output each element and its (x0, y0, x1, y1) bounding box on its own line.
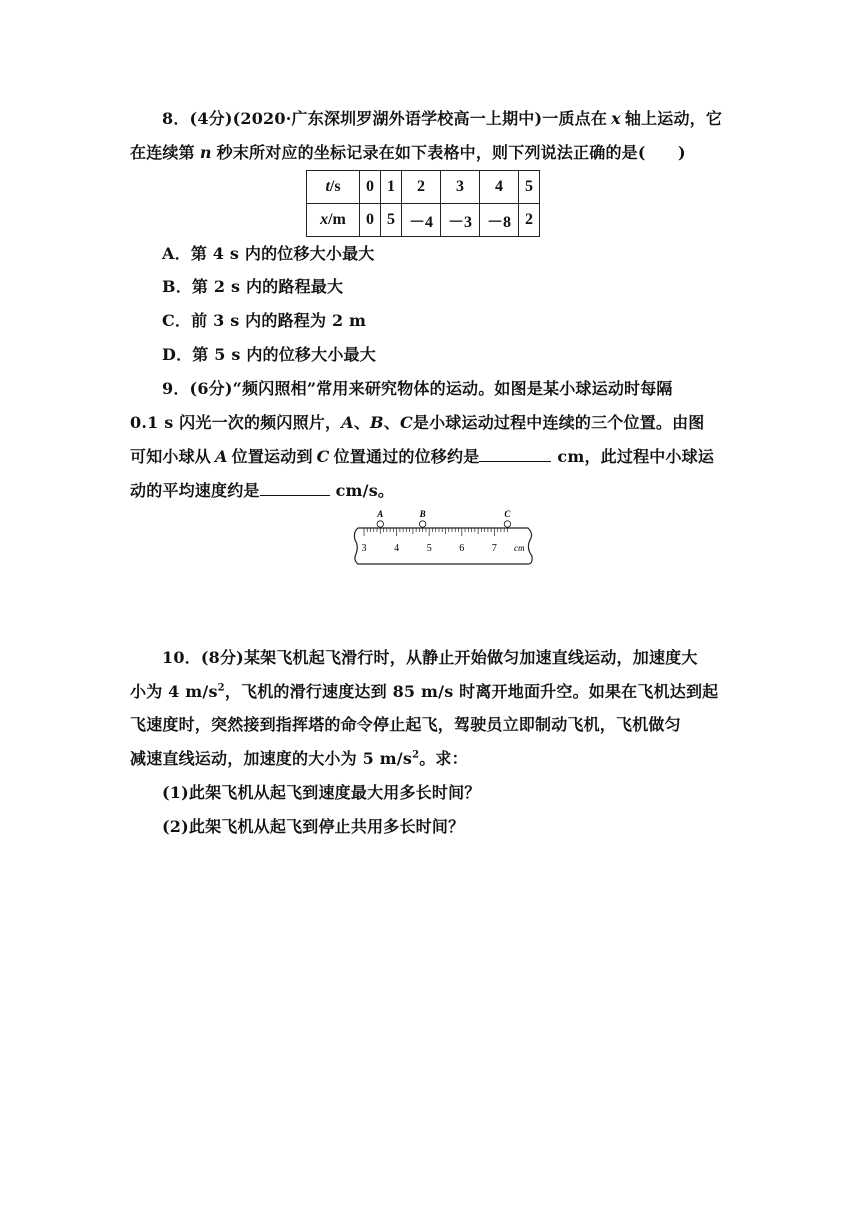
table-cell: 5 (519, 171, 540, 204)
q10-number: 10． (162, 648, 201, 667)
q9-text: 位置运动到 (231, 447, 313, 466)
point-b-label: B (370, 413, 384, 432)
ruler-number-label: 4 (394, 543, 400, 554)
ruler-number-label: 3 (361, 543, 367, 554)
q8-text: 一质点在 (542, 109, 608, 128)
unit-m: /m (328, 211, 346, 228)
q8-line-2 (130, 140, 686, 163)
point-c-label: C (399, 413, 413, 432)
q9-text: 位置通过的位移约是 (333, 447, 480, 466)
table-cell: 1 (381, 171, 402, 204)
ruler-points (376, 509, 511, 527)
q9-text: 可知小球从 (130, 447, 212, 466)
q8-text: 在连续第 (130, 143, 195, 162)
q10-text: 减速直线运动，加速度的大小为 5 m/s (130, 749, 413, 768)
answer-blank-displacement[interactable] (479, 447, 551, 462)
q10-superscript: 2 (217, 682, 225, 694)
table-cell: 2 (519, 204, 540, 237)
q10-sub-2: (2)此架飞机从起飞到停止共用多长时间？ (162, 817, 465, 836)
ball-label-c: C (504, 509, 511, 519)
table-row (307, 204, 540, 237)
unit-s: /s (329, 178, 341, 195)
q9-score: (6分) (189, 379, 233, 398)
ball-label-b: B (419, 509, 426, 519)
ruler-figure (350, 504, 536, 568)
ball-marker-a (377, 521, 383, 527)
q9-number: 9． (162, 379, 190, 398)
point-a-label: A (215, 447, 228, 466)
table-cell: －4 (402, 204, 441, 237)
q9-line-1 (162, 376, 673, 399)
q8-line-1 (162, 106, 722, 129)
q10-sub-1: (1)此架飞机从起飞到速度最大用多长时间？ (162, 783, 481, 802)
q10-text: 小为 4 m/s (130, 682, 218, 701)
q8-option-b: B．第 2 s 内的路程最大 (162, 277, 344, 296)
ruler-unit: cm (514, 543, 525, 553)
q8-option-a: A．第 4 s 内的位移大小最大 (162, 244, 375, 263)
q8-text: 秒末所对应的坐标记录在如下表格中，则下列说法正确的是( ) (216, 143, 686, 162)
q9-text: cm/s。 (335, 481, 395, 500)
q10-line-2 (130, 679, 718, 702)
q9-text: 0.1 s 闪光一次的频闪照片， (130, 413, 342, 432)
q9-text: 、 (353, 413, 371, 432)
var-x: x (320, 211, 329, 228)
var-n: n (199, 143, 212, 162)
ball-marker-b (419, 521, 425, 527)
q8-option-d: D．第 5 s 内的位移大小最大 (162, 345, 376, 364)
q9-text: 是小球运动过程中连续的三个位置。由图 (412, 413, 705, 432)
table-header-x (307, 204, 360, 237)
table-cell: 2 (402, 171, 441, 204)
q10-text: ，飞机的滑行速度达到 85 m/s 时离开地面升空。如果在飞机达到起 (224, 682, 719, 701)
table-row (307, 171, 540, 204)
q8-option-c: C．前 3 s 内的路程为 2 m (162, 311, 367, 330)
ruler-number-label: 6 (459, 543, 465, 554)
ruler-number-label: 7 (491, 543, 497, 554)
var-x: x (611, 109, 621, 128)
point-a-label: A (341, 413, 354, 432)
point-c-label: C (316, 447, 330, 466)
q8-number: 8． (162, 109, 190, 128)
ball-label-a: A (377, 509, 384, 519)
table-cell: 0 (360, 204, 381, 237)
q8-score: (4分) (189, 109, 233, 128)
var-t: t (325, 178, 330, 195)
q10-line-3: 飞速度时，突然接到指挥塔的命令停止起飞，驾驶员立即制动飞机，飞机做匀 (130, 715, 681, 734)
q10-line-1 (162, 645, 698, 668)
ruler-number-label: 5 (426, 543, 432, 554)
q9-text: “频闪照相”常用来研究物体的运动。如图是某小球运动时每隔 (232, 379, 673, 398)
ruler-body (354, 528, 532, 564)
q8-source: (2020·广东深圳罗湖外语学校高一上期中) (232, 109, 543, 128)
q10-line-4 (130, 746, 468, 769)
table-cell: 0 (360, 171, 381, 204)
q9-text: 、 (383, 413, 400, 432)
table-cell: 3 (441, 171, 480, 204)
table-header-t (307, 171, 360, 204)
ball-marker-c (504, 521, 510, 527)
q10-text: 某架飞机起飞滑行时，从静止开始做匀加速直线运动，加速度大 (243, 648, 698, 667)
q9-line-3 (130, 444, 714, 467)
q9-line-2 (130, 410, 705, 433)
table-cell: 4 (480, 171, 519, 204)
q9-text: cm，此过程中小球运 (557, 447, 715, 466)
table-cell: －8 (480, 204, 519, 237)
q8-text: 轴上运动，它 (624, 109, 723, 128)
q9-line-4 (130, 478, 394, 501)
q10-text: 。求： (419, 749, 468, 768)
q10-superscript: 2 (412, 749, 420, 761)
answer-blank-velocity[interactable] (260, 481, 330, 496)
table-cell: 5 (381, 204, 402, 237)
position-table (306, 170, 540, 237)
q10-score: (8分) (200, 648, 244, 667)
table-cell: －3 (441, 204, 480, 237)
q9-text: 动的平均速度约是 (130, 481, 260, 500)
